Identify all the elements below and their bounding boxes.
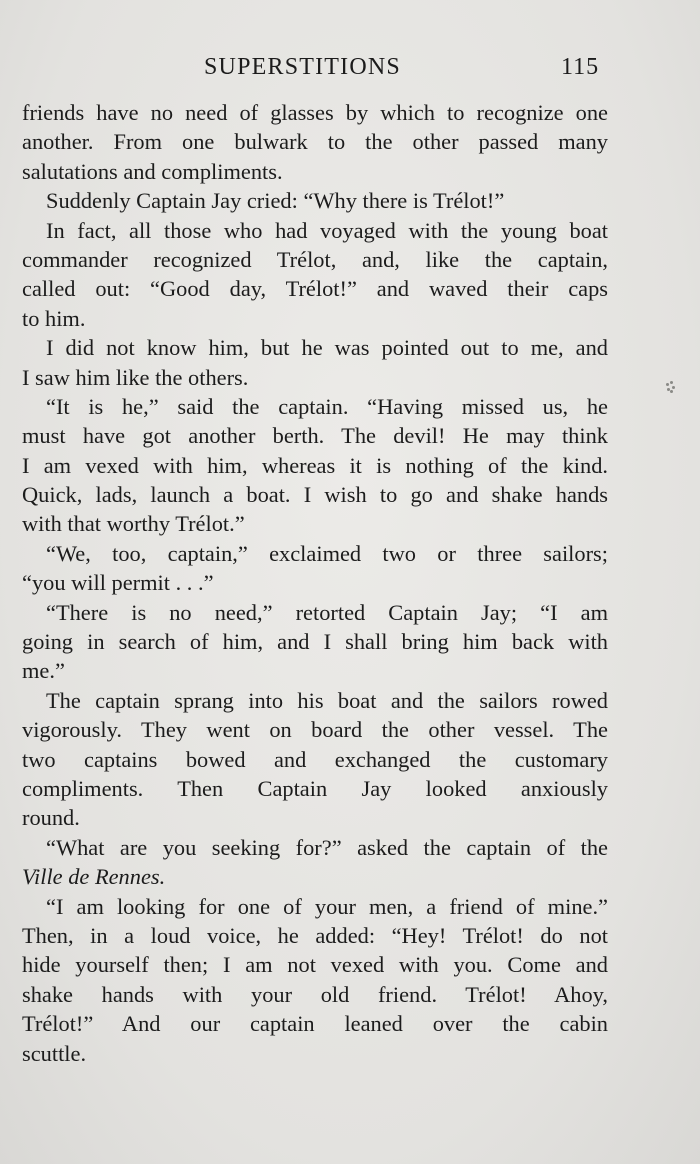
text-line: hide yourself then; I am not vexed with you. Come and — [22, 952, 608, 978]
text-line: two captains bowed and exchanged the customary — [22, 746, 608, 772]
text-line: compliments. Then Captain Jay looked anxiously — [22, 775, 608, 801]
text-line: “I am looking for one of your men, a friend of mine.” — [46, 893, 608, 919]
text-line: salutations and compliments. — [22, 158, 283, 184]
text-line: Trélot!” And our captain leaned over the cabin — [22, 1011, 608, 1037]
paper-speck — [664, 380, 678, 394]
text-line: me.” — [22, 658, 65, 684]
text-line: commander recognized Trélot, and, like the captain, — [22, 246, 608, 272]
text-line: round. — [22, 805, 80, 831]
text-line: “There is no need,” retorted Captain Jay; “I am — [46, 599, 608, 625]
text-line: I am vexed with him, whereas it is nothing of the kind. — [22, 452, 608, 478]
text-line: “It is he,” said the captain. “Having missed us, he — [46, 393, 608, 419]
page-header — [0, 50, 700, 84]
text-line: called out: “Good day, Trélot!” and waved their caps — [22, 276, 608, 302]
text-line: Quick, lads, launch a boat. I wish to go and shake hands — [22, 482, 608, 508]
text-line: to him. — [22, 305, 86, 331]
text-line: scuttle. — [22, 1040, 87, 1066]
text-line: must have got another berth. The devil! He may think — [22, 423, 608, 449]
text-line: In fact, all those who had voyaged with the young boat — [46, 217, 608, 243]
page-number: 115 — [561, 54, 600, 80]
text-line: shake hands with your old friend. Trélot! Ahoy, — [22, 981, 608, 1007]
text-line: Ville de Rennes. — [22, 864, 166, 890]
body-text — [22, 98, 608, 1068]
text-line: vigorously. They went on board the other vessel. The — [22, 717, 608, 743]
text-line: Then, in a loud voice, he added: “Hey! Trélot! do not — [22, 922, 608, 948]
text-line: The captain sprang into his boat and the sailors rowed — [46, 687, 608, 713]
text-line: “We, too, captain,” exclaimed two or three sailors; — [46, 540, 608, 566]
text-line: I saw him like the others. — [22, 364, 249, 390]
text-line: Suddenly Captain Jay cried: “Why there is Trélot!” — [46, 188, 505, 214]
text-line: going in search of him, and I shall bring him back with — [22, 629, 608, 655]
text-line: I did not know him, but he was pointed out to me, and — [46, 335, 608, 361]
text-line: with that worthy Trélot.” — [22, 511, 245, 537]
running-head: SUPERSTITIONS — [204, 54, 401, 80]
text-line: friends have no need of glasses by which to recognize one — [22, 100, 608, 125]
text-line: another. From one bulwark to the other passed many — [22, 129, 608, 155]
text-line: “What are you seeking for?” asked the captain of the — [46, 834, 608, 860]
text-line: “you will permit . . .” — [22, 570, 214, 596]
